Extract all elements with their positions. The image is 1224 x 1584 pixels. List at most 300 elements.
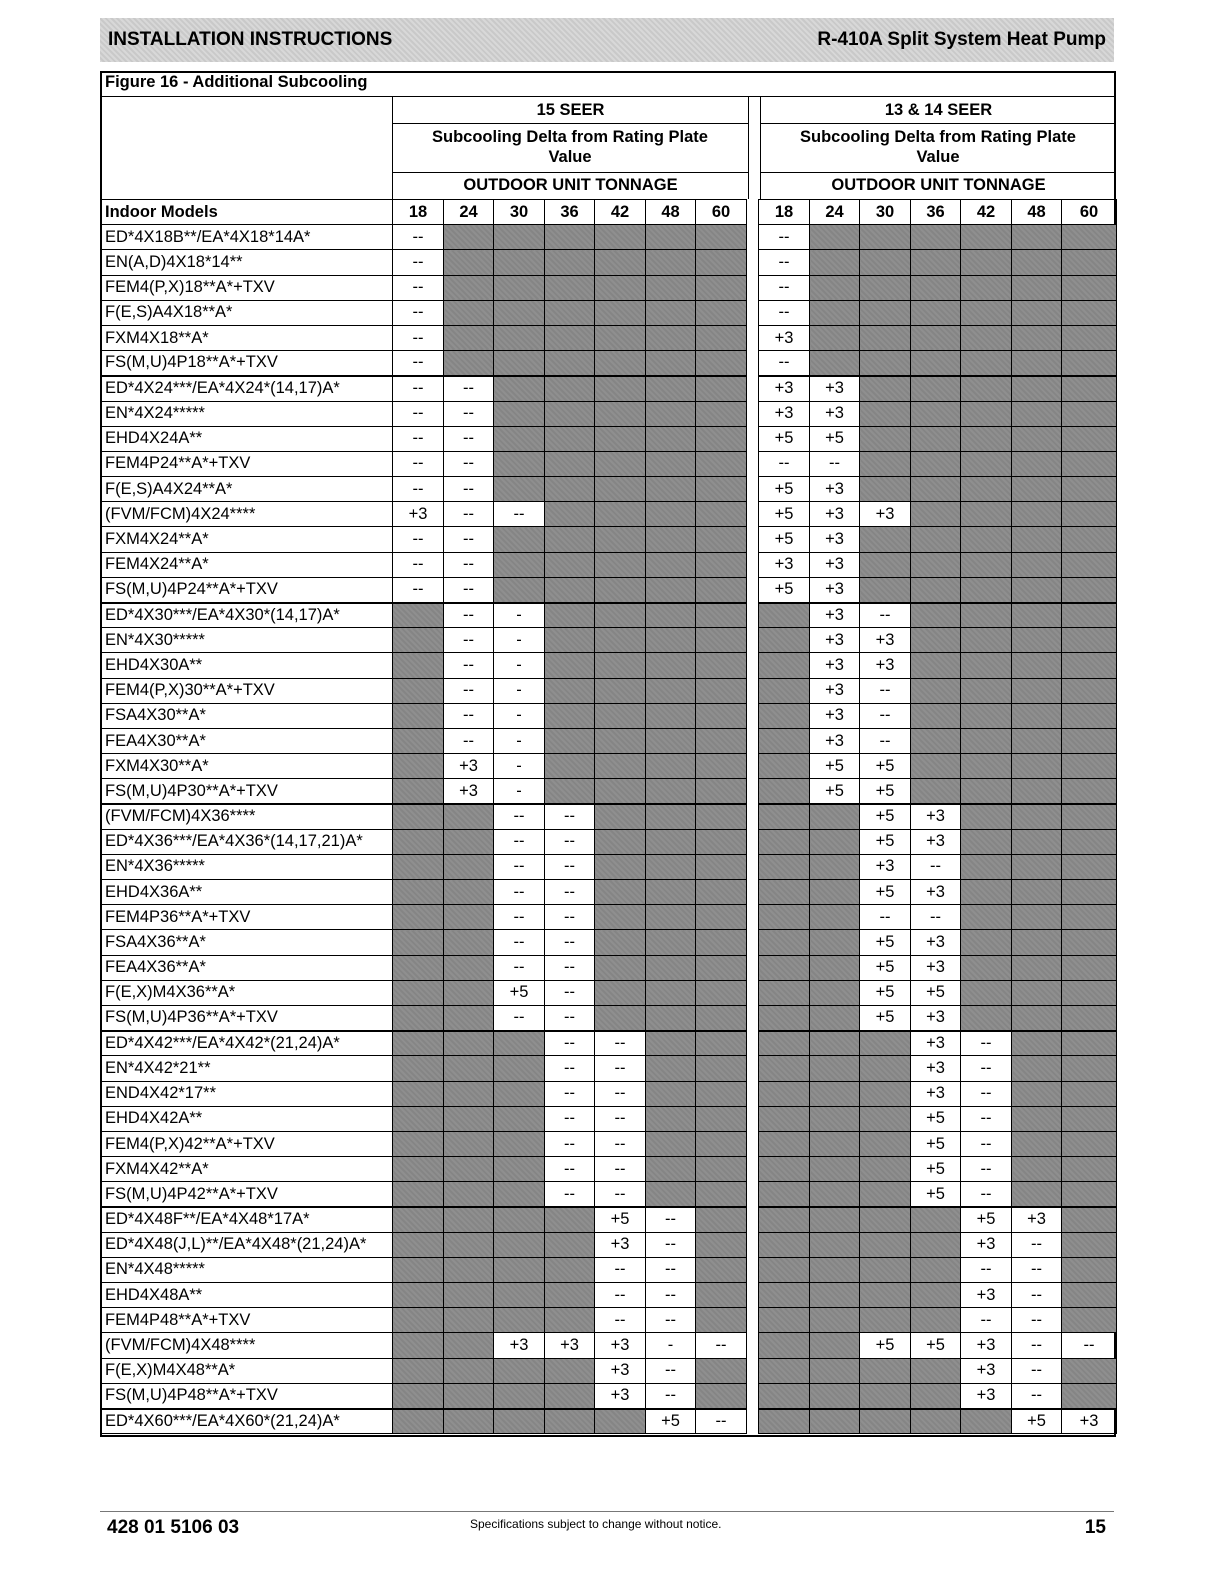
not-applicable-cell	[696, 1232, 747, 1257]
not-applicable-cell	[646, 426, 696, 451]
not-applicable-cell	[1062, 527, 1117, 552]
not-applicable-cell	[646, 1131, 696, 1156]
table-row	[101, 1383, 1117, 1408]
group-separator	[747, 1257, 759, 1282]
not-applicable-cell	[860, 1383, 911, 1408]
subcooling-value-13-14-seer: --	[1012, 1308, 1062, 1333]
subcooling-value-13-14-seer: +3	[911, 955, 961, 980]
not-applicable-cell	[1012, 225, 1062, 250]
group-separator	[747, 955, 759, 980]
subcooling-value-15-seer: --	[595, 1106, 646, 1131]
table-row	[101, 477, 1117, 502]
not-applicable-cell	[545, 703, 595, 728]
not-applicable-cell	[595, 1006, 646, 1031]
not-applicable-cell	[696, 1081, 747, 1106]
group-separator	[747, 1232, 759, 1257]
subcooling-value-15-seer: --	[545, 854, 595, 879]
group-separator	[747, 880, 759, 905]
not-applicable-cell	[810, 955, 860, 980]
subcooling-value-13-14-seer: +5	[759, 527, 810, 552]
subcooling-value-13-14-seer: +5	[860, 1333, 911, 1358]
subcooling-value-13-14-seer: +5	[911, 1182, 961, 1207]
not-applicable-cell	[646, 678, 696, 703]
subcooling-value-13-14-seer: --	[860, 905, 911, 930]
not-applicable-cell	[1012, 1182, 1062, 1207]
group-separator	[747, 502, 759, 527]
table-row	[101, 325, 1117, 350]
not-applicable-cell	[393, 930, 444, 955]
not-applicable-cell	[759, 1106, 810, 1131]
not-applicable-cell	[696, 880, 747, 905]
not-applicable-cell	[696, 1358, 747, 1383]
subcooling-value-15-seer: --	[444, 678, 494, 703]
not-applicable-cell	[1012, 351, 1062, 376]
not-applicable-cell	[1012, 502, 1062, 527]
not-applicable-cell	[759, 1283, 810, 1308]
not-applicable-cell	[961, 829, 1012, 854]
not-applicable-cell	[1062, 1232, 1117, 1257]
not-applicable-cell	[444, 955, 494, 980]
not-applicable-cell	[810, 325, 860, 350]
table-row	[101, 1358, 1117, 1383]
not-applicable-cell	[646, 880, 696, 905]
not-applicable-cell	[911, 1358, 961, 1383]
table-row	[101, 930, 1117, 955]
not-applicable-cell	[393, 603, 444, 628]
not-applicable-cell	[646, 754, 696, 779]
group-separator	[747, 527, 759, 552]
table-row	[101, 552, 1117, 577]
not-applicable-cell	[810, 1157, 860, 1182]
subcooling-value-15-seer: +3	[444, 779, 494, 804]
not-applicable-cell	[810, 1056, 860, 1081]
not-applicable-cell	[444, 1409, 494, 1434]
indoor-model: FEM4P36**A*+TXV	[101, 905, 393, 930]
subcooling-value-15-seer: --	[393, 552, 444, 577]
not-applicable-cell	[444, 1232, 494, 1257]
not-applicable-cell	[860, 1308, 911, 1333]
group-separator	[747, 351, 759, 376]
not-applicable-cell	[759, 1409, 810, 1434]
indoor-model: FEM4X24**A*	[101, 552, 393, 577]
indoor-model: (FVM/FCM)4X24****	[101, 502, 393, 527]
subcooling-value-15-seer: --	[545, 1006, 595, 1031]
not-applicable-cell	[696, 1257, 747, 1282]
not-applicable-cell	[911, 653, 961, 678]
not-applicable-cell	[545, 1232, 595, 1257]
not-applicable-cell	[494, 426, 545, 451]
subcooling-value-13-14-seer: +5	[961, 1207, 1012, 1232]
not-applicable-cell	[911, 527, 961, 552]
subcooling-value-15-seer: --	[494, 829, 545, 854]
table-row	[101, 376, 1117, 401]
indoor-model: EN(A,D)4X18*14**	[101, 250, 393, 275]
not-applicable-cell	[1012, 477, 1062, 502]
not-applicable-cell	[1012, 451, 1062, 476]
not-applicable-cell	[1062, 552, 1117, 577]
tonnage-a-60: 60	[696, 200, 747, 225]
not-applicable-cell	[646, 1056, 696, 1081]
not-applicable-cell	[1012, 552, 1062, 577]
not-applicable-cell	[696, 376, 747, 401]
group-b-seer: 13 & 14 SEER	[884, 101, 993, 119]
subcooling-value-15-seer: --	[545, 955, 595, 980]
subcooling-value-15-seer: --	[646, 1283, 696, 1308]
subcooling-value-13-14-seer: +3	[860, 653, 911, 678]
indoor-model: ED*4X18B**/EA*4X18*14A*	[101, 225, 393, 250]
subcooling-value-15-seer: --	[696, 1333, 747, 1358]
not-applicable-cell	[646, 1031, 696, 1056]
not-applicable-cell	[1062, 1131, 1117, 1156]
subcooling-value-15-seer: --	[646, 1232, 696, 1257]
group-separator	[747, 1081, 759, 1106]
not-applicable-cell	[595, 552, 646, 577]
table-row	[101, 451, 1117, 476]
not-applicable-cell	[646, 854, 696, 879]
not-applicable-cell	[810, 300, 860, 325]
not-applicable-cell	[961, 779, 1012, 804]
subcooling-value-15-seer: --	[595, 1283, 646, 1308]
table-row	[101, 1131, 1117, 1156]
group-separator	[747, 653, 759, 678]
not-applicable-cell	[911, 351, 961, 376]
not-applicable-cell	[545, 653, 595, 678]
subcooling-value-13-14-seer: --	[961, 1056, 1012, 1081]
subcooling-value-13-14-seer: +5	[911, 1106, 961, 1131]
not-applicable-cell	[545, 502, 595, 527]
subcooling-value-15-seer: --	[545, 880, 595, 905]
indoor-model: FEM4P24**A*+TXV	[101, 451, 393, 476]
not-applicable-cell	[393, 980, 444, 1005]
not-applicable-cell	[595, 880, 646, 905]
not-applicable-cell	[545, 1283, 595, 1308]
table-row	[101, 1409, 1117, 1434]
subcooling-value-15-seer: +3	[595, 1383, 646, 1408]
subcooling-value-13-14-seer: +5	[860, 880, 911, 905]
indoor-model: FSA4X30**A*	[101, 703, 393, 728]
not-applicable-cell	[545, 552, 595, 577]
group-separator	[747, 779, 759, 804]
not-applicable-cell	[393, 1056, 444, 1081]
indoor-model: F(E,X)M4X36**A*	[101, 980, 393, 1005]
not-applicable-cell	[646, 955, 696, 980]
group-separator	[747, 603, 759, 628]
table-row	[101, 1182, 1117, 1207]
not-applicable-cell	[494, 1157, 545, 1182]
subcooling-value-15-seer: --	[545, 1056, 595, 1081]
not-applicable-cell	[595, 225, 646, 250]
subcooling-value-15-seer: --	[545, 1182, 595, 1207]
table-row	[101, 401, 1117, 426]
indoor-model: F(E,S)A4X24**A*	[101, 477, 393, 502]
not-applicable-cell	[444, 804, 494, 829]
not-applicable-cell	[545, 678, 595, 703]
subcooling-value-13-14-seer: --	[1012, 1232, 1062, 1257]
not-applicable-cell	[696, 1283, 747, 1308]
group-separator	[747, 1131, 759, 1156]
not-applicable-cell	[646, 376, 696, 401]
indoor-model: END4X42*17**	[101, 1081, 393, 1106]
table-row	[101, 1333, 1117, 1358]
not-applicable-cell	[545, 527, 595, 552]
group-separator	[747, 577, 759, 602]
not-applicable-cell	[1062, 980, 1117, 1005]
not-applicable-cell	[1012, 250, 1062, 275]
tonnage-b-36: 36	[911, 200, 961, 225]
not-applicable-cell	[860, 1182, 911, 1207]
not-applicable-cell	[1062, 577, 1117, 602]
not-applicable-cell	[961, 880, 1012, 905]
table-row	[101, 426, 1117, 451]
not-applicable-cell	[595, 451, 646, 476]
indoor-model: FS(M,U)4P24**A*+TXV	[101, 577, 393, 602]
subcooling-value-15-seer: --	[494, 905, 545, 930]
not-applicable-cell	[911, 703, 961, 728]
not-applicable-cell	[810, 250, 860, 275]
not-applicable-cell	[646, 603, 696, 628]
not-applicable-cell	[545, 1207, 595, 1232]
subcooling-value-15-seer: +3	[444, 754, 494, 779]
not-applicable-cell	[696, 502, 747, 527]
not-applicable-cell	[810, 1182, 860, 1207]
subcooling-value-13-14-seer: +3	[961, 1333, 1012, 1358]
indoor-model: EN*4X24*****	[101, 401, 393, 426]
group-separator	[747, 250, 759, 275]
not-applicable-cell	[393, 1031, 444, 1056]
subcooling-value-13-14-seer: +5	[860, 754, 911, 779]
not-applicable-cell	[810, 829, 860, 854]
not-applicable-cell	[1062, 225, 1117, 250]
not-applicable-cell	[696, 628, 747, 653]
subcooling-value-13-14-seer: +3	[961, 1383, 1012, 1408]
not-applicable-cell	[961, 477, 1012, 502]
not-applicable-cell	[860, 451, 911, 476]
not-applicable-cell	[545, 1308, 595, 1333]
not-applicable-cell	[911, 1308, 961, 1333]
not-applicable-cell	[1012, 1006, 1062, 1031]
not-applicable-cell	[444, 1333, 494, 1358]
not-applicable-cell	[393, 1283, 444, 1308]
not-applicable-cell	[759, 980, 810, 1005]
tonnage-a-42: 42	[595, 200, 646, 225]
not-applicable-cell	[911, 628, 961, 653]
not-applicable-cell	[545, 779, 595, 804]
not-applicable-cell	[759, 1081, 810, 1106]
subcooling-value-13-14-seer: --	[860, 603, 911, 628]
not-applicable-cell	[911, 325, 961, 350]
not-applicable-cell	[961, 628, 1012, 653]
subcooling-value-13-14-seer: --	[961, 1081, 1012, 1106]
not-applicable-cell	[646, 653, 696, 678]
indoor-model: ED*4X24***/EA*4X24*(14,17)A*	[101, 376, 393, 401]
table-row	[101, 804, 1117, 829]
table-row	[101, 653, 1117, 678]
tonnage-b-42: 42	[961, 200, 1012, 225]
not-applicable-cell	[646, 300, 696, 325]
subcooling-value-15-seer: --	[545, 1106, 595, 1131]
indoor-model: FEM4(P,X)30**A*+TXV	[101, 678, 393, 703]
not-applicable-cell	[646, 1106, 696, 1131]
not-applicable-cell	[393, 804, 444, 829]
not-applicable-cell	[961, 351, 1012, 376]
not-applicable-cell	[696, 527, 747, 552]
not-applicable-cell	[911, 376, 961, 401]
table-row	[101, 854, 1117, 879]
not-applicable-cell	[444, 829, 494, 854]
not-applicable-cell	[810, 225, 860, 250]
not-applicable-cell	[444, 1056, 494, 1081]
subcooling-value-13-14-seer: +5	[860, 980, 911, 1005]
not-applicable-cell	[911, 779, 961, 804]
group-separator	[747, 451, 759, 476]
subcooling-value-15-seer: --	[444, 577, 494, 602]
not-applicable-cell	[696, 250, 747, 275]
subcooling-value-15-seer: -	[494, 754, 545, 779]
not-applicable-cell	[860, 577, 911, 602]
not-applicable-cell	[646, 703, 696, 728]
not-applicable-cell	[595, 275, 646, 300]
subcooling-value-15-seer: --	[393, 451, 444, 476]
not-applicable-cell	[444, 854, 494, 879]
not-applicable-cell	[696, 225, 747, 250]
table-row	[101, 628, 1117, 653]
not-applicable-cell	[860, 1232, 911, 1257]
group-a-rule-2	[392, 172, 749, 173]
not-applicable-cell	[696, 275, 747, 300]
not-applicable-cell	[759, 829, 810, 854]
subcooling-value-13-14-seer: --	[961, 1131, 1012, 1156]
not-applicable-cell	[444, 225, 494, 250]
not-applicable-cell	[860, 1031, 911, 1056]
indoor-model: FXM4X18**A*	[101, 325, 393, 350]
not-applicable-cell	[860, 552, 911, 577]
not-applicable-cell	[810, 980, 860, 1005]
group-b-rule-1	[760, 123, 1116, 124]
not-applicable-cell	[494, 250, 545, 275]
subcooling-value-15-seer: --	[444, 426, 494, 451]
subcooling-value-15-seer: +3	[393, 502, 444, 527]
group-separator	[747, 1006, 759, 1031]
group-a-subtitle: Subcooling Delta from Rating Plate Value	[432, 128, 708, 166]
indoor-model: FSA4X36**A*	[101, 930, 393, 955]
subcooling-value-15-seer: --	[646, 1257, 696, 1282]
subcooling-value-15-seer: --	[393, 225, 444, 250]
not-applicable-cell	[759, 854, 810, 879]
not-applicable-cell	[646, 804, 696, 829]
subcooling-value-13-14-seer: +3	[810, 728, 860, 753]
subcooling-value-13-14-seer: +3	[961, 1358, 1012, 1383]
group-separator	[747, 1283, 759, 1308]
not-applicable-cell	[545, 300, 595, 325]
not-applicable-cell	[595, 754, 646, 779]
group-a-rule-1	[392, 123, 749, 124]
subcooling-value-13-14-seer: +3	[810, 527, 860, 552]
not-applicable-cell	[1012, 829, 1062, 854]
not-applicable-cell	[1062, 854, 1117, 879]
group-separator	[747, 1182, 759, 1207]
not-applicable-cell	[810, 1207, 860, 1232]
not-applicable-cell	[545, 426, 595, 451]
not-applicable-cell	[1012, 1106, 1062, 1131]
subcooling-value-13-14-seer: +3	[911, 1031, 961, 1056]
subcooling-value-13-14-seer: +3	[810, 577, 860, 602]
subcooling-value-13-14-seer: +3	[911, 880, 961, 905]
footer-rule	[100, 1511, 1114, 1512]
not-applicable-cell	[1062, 1283, 1117, 1308]
not-applicable-cell	[1012, 1081, 1062, 1106]
not-applicable-cell	[1062, 376, 1117, 401]
subcooling-value-15-seer: --	[494, 880, 545, 905]
subcooling-value-15-seer: --	[545, 905, 595, 930]
not-applicable-cell	[646, 401, 696, 426]
not-applicable-cell	[1062, 653, 1117, 678]
not-applicable-cell	[759, 804, 810, 829]
not-applicable-cell	[545, 401, 595, 426]
not-applicable-cell	[810, 930, 860, 955]
indoor-model: ED*4X48(J,L)**/EA*4X48*(21,24)A*	[101, 1232, 393, 1257]
not-applicable-cell	[696, 426, 747, 451]
subcooling-value-15-seer: --	[595, 1081, 646, 1106]
subcooling-value-15-seer: +5	[646, 1409, 696, 1434]
subcooling-value-13-14-seer: +5	[759, 477, 810, 502]
not-applicable-cell	[810, 1006, 860, 1031]
not-applicable-cell	[759, 628, 810, 653]
table-row	[101, 1207, 1117, 1232]
subcooling-value-13-14-seer: +3	[810, 376, 860, 401]
not-applicable-cell	[444, 325, 494, 350]
subcooling-value-13-14-seer: --	[961, 1182, 1012, 1207]
not-applicable-cell	[595, 728, 646, 753]
not-applicable-cell	[1062, 1031, 1117, 1056]
not-applicable-cell	[810, 880, 860, 905]
not-applicable-cell	[810, 1081, 860, 1106]
subcooling-value-13-14-seer: +5	[860, 804, 911, 829]
not-applicable-cell	[759, 678, 810, 703]
not-applicable-cell	[911, 275, 961, 300]
subcooling-value-13-14-seer: --	[759, 351, 810, 376]
tonnage-a-18: 18	[393, 200, 444, 225]
not-applicable-cell	[494, 1257, 545, 1282]
subcooling-value-13-14-seer: --	[759, 300, 810, 325]
indoor-model: FXM4X30**A*	[101, 754, 393, 779]
not-applicable-cell	[595, 376, 646, 401]
not-applicable-cell	[545, 754, 595, 779]
subcooling-value-15-seer: --	[393, 577, 444, 602]
subcooling-value-13-14-seer: --	[759, 275, 810, 300]
subcooling-value-15-seer: -	[646, 1333, 696, 1358]
not-applicable-cell	[545, 1257, 595, 1282]
not-applicable-cell	[393, 955, 444, 980]
subcooling-value-13-14-seer: +3	[759, 376, 810, 401]
subcooling-value-15-seer: --	[646, 1207, 696, 1232]
not-applicable-cell	[444, 1006, 494, 1031]
not-applicable-cell	[494, 527, 545, 552]
subcooling-value-13-14-seer: --	[961, 1308, 1012, 1333]
not-applicable-cell	[696, 577, 747, 602]
subcooling-value-15-seer: --	[444, 451, 494, 476]
subcooling-value-15-seer: --	[595, 1056, 646, 1081]
not-applicable-cell	[759, 1182, 810, 1207]
not-applicable-cell	[810, 1358, 860, 1383]
not-applicable-cell	[393, 1232, 444, 1257]
subcooling-value-13-14-seer: --	[1012, 1383, 1062, 1408]
not-applicable-cell	[646, 1157, 696, 1182]
not-applicable-cell	[393, 905, 444, 930]
not-applicable-cell	[393, 703, 444, 728]
not-applicable-cell	[696, 300, 747, 325]
indoor-model: EN*4X30*****	[101, 628, 393, 653]
group-separator	[747, 426, 759, 451]
